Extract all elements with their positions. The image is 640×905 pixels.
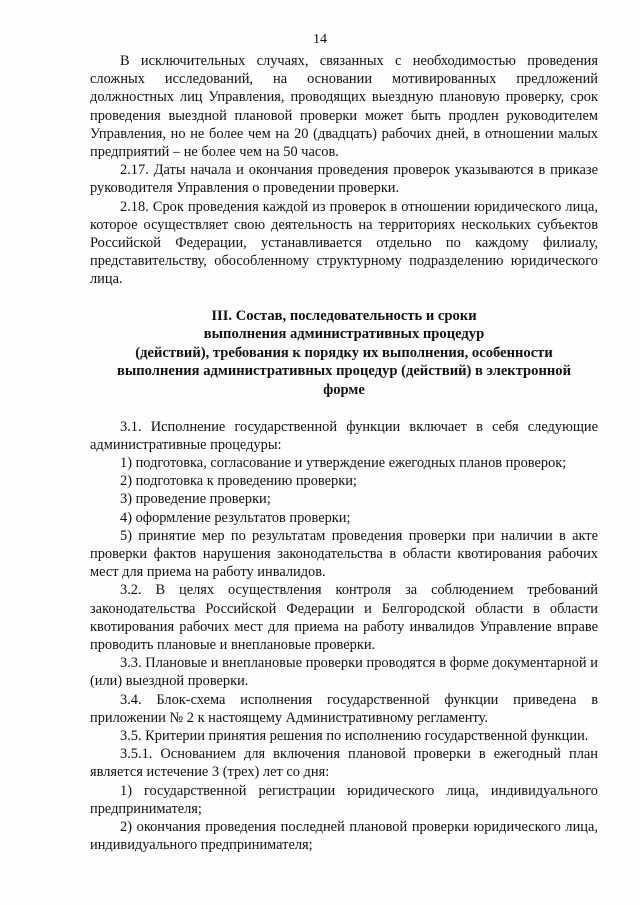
paragraph-3-1: 3.1. Исполнение государственной функции включает в себя следующие административные процедуры: (90, 418, 598, 453)
paragraph-3-4: 3.4. Блок-схема исполнения государственной функции приведена в приложении № 2 к настоящему Административному регламенту. (90, 691, 598, 726)
section-heading (90, 307, 598, 400)
paragraph-3-5-1: 3.5.1. Основанием для включения плановой проверки в ежегодный план является истечение 3 (трех) лет со дня: (90, 746, 598, 781)
paragraph-2-18: 2.18. Срок проведения каждой из проверок в отношении юридического лица, которое осуществляет свою деятельность на территориях нескольких субъектов Российской Федерации, устанавливается отдельно по каждому филиалу, представительству, обособленному структурному подразделению юридического лица. (90, 198, 598, 288)
list-item-procedure-5: 5) принятие мер по результатам проведения проверки при наличии в акте проверки фактов нарушения законодательства в области квотирования рабочих мест для приема на работу инвалидов. (90, 527, 598, 581)
paragraph-2-17: 2.17. Даты начала и окончания проведения проверок указываются в приказе руководителя Управления о проведении проверки. (90, 162, 598, 197)
paragraph-extension-of-inspection: В исключительных случаях, связанных с необходимостью проведения сложных исследований, на основании мотивированных предложений должностных лиц Управления, проводящих выездную плановую проверку, срок проведения выездной плановой проверки может быть продлен руководителем Управления, но не более чем на 20 (двадцать) рабочих дней, в отношении малых предприятий – не более чем на 50 часов. (90, 53, 598, 161)
section-heading-line-2: выполнения административных процедур (203, 326, 485, 343)
paragraph-3-2: 3.2. В целях осуществления контроля за соблюдением требований законодательства Российской Федерации и Белгородской области в области квотирования рабочих мест для приема на работу инвалидов Управление вправе проводить плановые и внеплановые проверки. (90, 582, 598, 654)
section-heading-line-4: выполнения административных процедур (действий) в электронной (116, 363, 571, 380)
paragraph-3-5: 3.5. Критерии принятия решения по исполнению государственной функции. (120, 728, 589, 745)
section-heading-line-3: (действий), требования к порядку их выполнения, особенности (135, 344, 553, 361)
list-item-procedure-1: 1) подготовка, согласование и утверждение ежегодных планов проверок; (120, 455, 567, 472)
list-item-procedure-4: 4) оформление результатов проверки; (120, 509, 351, 526)
list-item-procedure-2: 2) подготовка к проведению проверки; (120, 473, 357, 490)
section-heading-line-5: форме (323, 382, 365, 399)
document-body (90, 52, 598, 854)
list-item-procedure-3: 3) проведение проверки; (120, 491, 271, 508)
section-heading-line-1: III. Состав, последовательность и сроки (211, 307, 477, 324)
list-item-basis-2: 2) окончания проведения последней плановой проверки юридического лица, индивидуального предпринимателя; (90, 819, 598, 854)
paragraph-3-3: 3.3. Плановые и внеплановые проверки проводятся в форме документарной и (или) выездной проверки. (90, 655, 598, 690)
page-number: 14 (313, 32, 327, 47)
list-item-basis-1: 1) государственной регистрации юридического лица, индивидуального предпринимателя; (90, 782, 598, 817)
